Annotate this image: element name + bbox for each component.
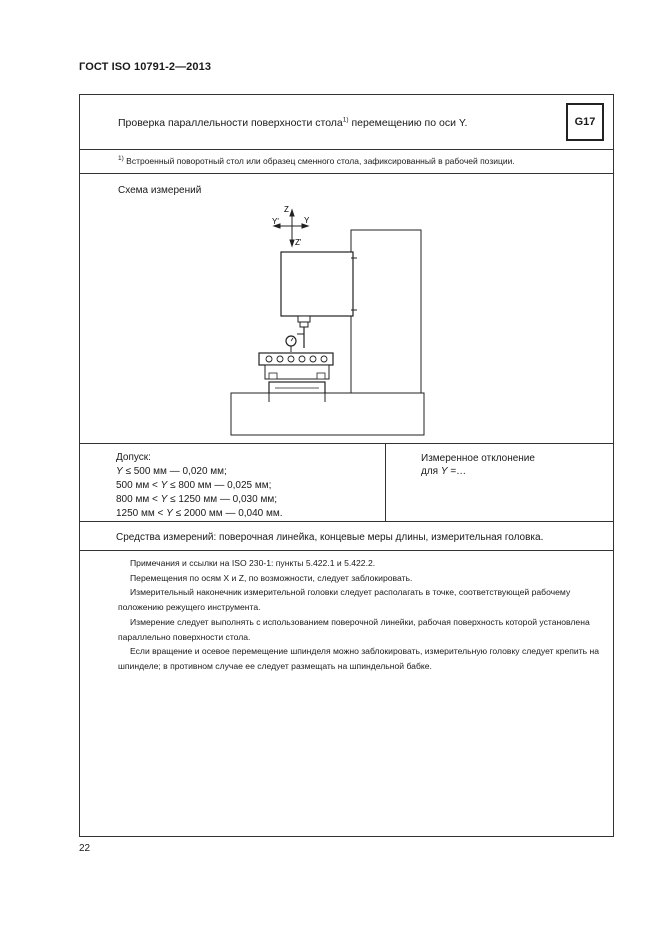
- note-paragraph: Если вращение и осевое перемещение шпинделя можно заблокировать, измерительную головку следует крепить на шпинделе; в противном случае ее следует размещать на шпиндельной бабке.: [118, 646, 600, 671]
- tolerance-row: 500 мм < Y ≤ 800 мм — 0,025 мм;: [116, 480, 272, 491]
- document-header: ГОСТ ISO 10791-2—2013: [79, 61, 212, 73]
- tolerance-block: [116, 451, 283, 521]
- divider: [80, 443, 613, 444]
- note-paragraph: Измерение следует выполнять с использованием поверочной линейки, рабочая поверхность которой установлена параллельно поверхности стола.: [118, 616, 590, 642]
- note-paragraph: Примечания и ссылки на ISO 230-1: пункты 5.422.1 и 5.422.2.: [130, 558, 376, 568]
- test-sheet-frame: [79, 94, 614, 837]
- axis-label-y-prime: Y': [272, 217, 279, 226]
- check-title-main: Проверка параллельности поверхности стола: [118, 117, 343, 129]
- tolerance-row: 1250 мм < Y ≤ 2000 мм — 0,040 мм.: [116, 508, 283, 519]
- footnote: [118, 156, 515, 166]
- spindle-head: [281, 252, 353, 316]
- check-title: [118, 117, 467, 129]
- divider: [80, 521, 613, 522]
- spindle-nose: [298, 316, 310, 322]
- divider: [80, 550, 613, 551]
- axis-cross-icon: [274, 210, 308, 246]
- check-title-tail: перемещению по оси Y.: [348, 117, 468, 129]
- axis-label-z: Z: [284, 205, 289, 214]
- measured-deviation-label: Измеренное отклонение: [421, 453, 535, 464]
- machine-column: [351, 230, 421, 393]
- check-code-box: G17: [566, 103, 604, 141]
- footnote-marker: 1): [118, 155, 124, 163]
- axis-label-y: Y: [304, 216, 310, 225]
- note-paragraph: Измерительный наконечник измерительной головки следует располагать в точке, соответствующей рабочему положению режущего инструмента.: [118, 587, 571, 613]
- footnote-text: Встроенный поворотный стол или образец сменного стола, зафиксированный в рабочей позиции.: [126, 156, 515, 166]
- check-title-footnote-ref: 1): [342, 116, 349, 124]
- note-paragraph: Перемещения по осям X и Z, по возможности, следует заблокировать.: [130, 572, 413, 583]
- divider: [80, 149, 613, 150]
- column-divider: [385, 443, 386, 521]
- tolerance-heading: Допуск:: [116, 452, 151, 463]
- measurement-scheme-diagram: [229, 200, 529, 436]
- scheme-label: Схема измерений: [118, 185, 202, 196]
- divider: [80, 173, 613, 174]
- measured-deviation: [421, 452, 535, 478]
- axis-label-z-prime: Z': [295, 238, 302, 247]
- tolerance-row: 800 мм < Y ≤ 1250 мм — 0,030 мм;: [116, 494, 277, 505]
- tolerance-row: Y ≤ 500 мм — 0,020 мм;: [116, 466, 227, 477]
- notes-block: [118, 556, 618, 674]
- machine-base: [231, 393, 424, 435]
- page-number: 22: [79, 843, 91, 854]
- measuring-tools: Средства измерений: поверочная линейка, концевые меры длины, измерительная головка.: [116, 532, 544, 543]
- measured-deviation-value: для Y =…: [421, 466, 467, 477]
